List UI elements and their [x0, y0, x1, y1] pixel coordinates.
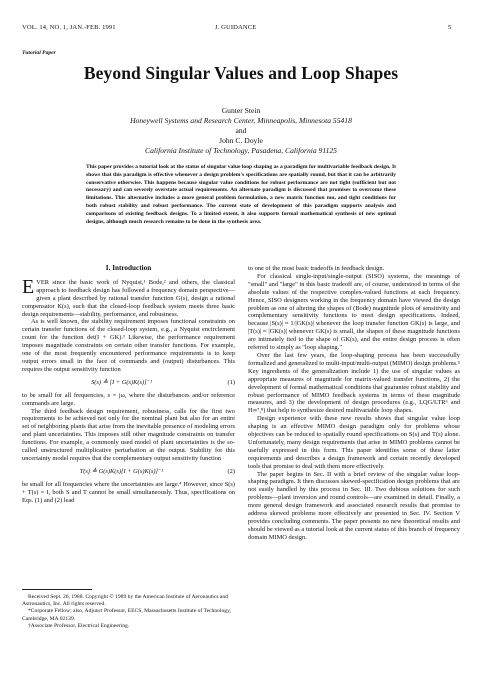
- left-column: [22, 265, 235, 504]
- header-volume: VOL. 14, NO. 1, JAN.-FEB. 1991: [22, 24, 116, 31]
- paragraph-8: Over the last few years, the loop-shaping process has been successfully formalized and generalized to multi-input/multi-output (MIMO) design problems.⁵ Key ingredients of the generalization include 1) the use of singular values as appropriate measures of magnitude for matrix-valued transfer functions, 2) the development of formal mathematical conditions that guarantee robust stability and robust performance of MIMO feedback systems in terms of these magnitude measures, and 3) the development of design procedures (e.g., LQG/LTR⁶ and H∞⁷,⁸) that help to synthesize desired multivariable loop shapes.: [248, 351, 460, 415]
- author-2: John C. Doyle: [219, 136, 263, 145]
- footnote-rule: [22, 589, 92, 590]
- footnote-author-2: †Associate Professor, Electrical Engineering.: [28, 622, 130, 629]
- abstract: [86, 164, 396, 226]
- equation-2-body: T(s) ≜ G(s)K(s)[I + G(s)K(s)]⁻¹: [79, 467, 164, 475]
- paragraph-1-text: VER since the basic work of Nyquist,¹ Bode,² and others, the classical approach to feedback design has followed a frequency domain perspective—given a plant described by rational transfer function G(s), design a rational compensator K(s), such that the closed-loop feedback system meets three basic design requirements—stability, performance, and robustness.: [22, 278, 235, 318]
- article-type: Tutorial Paper: [22, 50, 56, 56]
- footnote-received: Received Sept. 26, 1988. Copyright © 1989 by the American Institute of Aeronautics and Astronautics, Inc. All rights reserved.: [22, 594, 228, 608]
- paragraph-1: [22, 275, 235, 319]
- right-column: [248, 265, 460, 542]
- equation-1-body: S(s) ≜ [I + G(s)K(s)]⁻¹: [91, 378, 152, 386]
- paragraph-2: As is well known, the stability requirement imposes functional constraints on certain transfer functions of the closed-loop system, e.g., a Nyquist encirclement count for the function det(I + GK).³ Likewise, the performance requirement imposes magnitude constraints on certain other transfer functions. For example, one of the most frequently encountered performance requirements is to keep output errors small in the face of commands and (output) disturbances. This requires the output sensitivity function: [22, 318, 235, 373]
- header-page-number: 5: [448, 24, 452, 31]
- affiliation-2: California Institute of Technology, Pasadena, California 91125: [145, 146, 337, 155]
- author-and: and: [235, 126, 247, 135]
- paragraph-3: to be small for all frequencies, s = jω, where the disturbances and/or reference commands are large.: [22, 391, 235, 407]
- footnotes: [22, 594, 232, 630]
- header-journal: J. GUIDANCE: [215, 24, 257, 31]
- equation-1-number: (1): [227, 378, 235, 386]
- author-1: Gunter Stein: [221, 106, 261, 115]
- section-heading: I. Introduction: [105, 264, 152, 272]
- equation-2: [22, 468, 235, 476]
- paper-title: Beyond Singular Values and Loop Shapes: [83, 63, 399, 83]
- paragraph-10: The paper begins in Sec. II with a brief review of the singular value loop-shaping paradigm. It then discusses skewed-specification design problems that are not easily handled by this process in Sec. III. Two dubious solutions for such problems—plant inversion and round controls—are examined in detail. Finally, a more general design framework and associated research results that promise to address skewed problems more effectively are presented in Sec. IV. Section V provides concluding comments. The paper presents no new theoretical results and should be viewed as a tutorial look at the current status of this branch of frequency domain MIMO design.: [248, 470, 460, 541]
- paragraph-5: be small for all frequencies where the uncertainties are large.⁴ However, since S(s) + T(s) = I, both S and T cannot be small simultaneously. Thus, specifications on Eqs. (1) and (2) lead: [22, 480, 235, 504]
- paragraph-7: For classical single-input/single-output (SISO) systems, the meanings of "small" and "large" in this basic tradeoff are, of course, understood in terms of the absolute values of the respective complex-valued functions at each frequency. Hence, SISO designers working in the frequency domain have viewed the design problem as one of altering the shapes of (Bode) magnitude plots of sensitivity and complementary sensitivity functions to meet design specifications. Indeed, because |S(s)| ≈ 1/|GK(s)| whenever the loop transfer function GK(s) is large, and |T(s)| ≈ |GK(s)| whenever GK(s) is small, the shapes of these magnitude functions are intimately tied to the shape of GK(s), and the entire design process is often referred to simply as "loop shaping.": [248, 272, 460, 352]
- paragraph-4: The third feedback design requirement, robustness, calls for the first two requirements to be achieved not only for the nominal plant but also for an entire set of neighboring plants that arise from the inevitable presence of modeling errors and plant uncertainties. This imposes still other magnitude constraints on transfer functions. For example, a commonly used model of plant uncertainties is the so-called unstructured multiplicative perturbation at the output. Stability for this uncertainty model requires that the complementary output sensitivity function: [22, 407, 235, 462]
- paragraph-6: to one of the most basic tradeoffs in feedback design.: [248, 265, 385, 272]
- equation-1: [22, 379, 235, 387]
- paragraph-9: Design experience with these new results shows that singular value loop shaping is an effective MIMO design paradigm only for problems whose objectives can be reduced to spatially round specifications on S(s) and T(s) alone. Unfortunately, many design requirements that arise in MIMO problems cannot be usefully expressed in this form. This paper identifies some of these latter requirements and describes a design framework and certain recently developed tools that promise to deal with them more effectively.: [248, 415, 460, 470]
- abstract-text: This paper provides a tutorial look at the status of singular value loop shaping as a paradigm for multivariable feedback design. It shows that this paradigm is effective whenever a design problem's specifications are spatially round, but that it can be arbitrarily conservative otherwise. This happens because singular value conditions for robust performance are not tight (sufficient but not necessary) and can severely overstate actual requirements. An alternate paradigm is discussed that promises to overcome these limitations. This alternative includes a more general problem formulation, a new matrix function mu, and tight conditions for both robust stability and robust performance. The current state of development of this paradigm supports analysis and comparisons of existing feedback designs. To a limited extent, it also supports formal mathematical synthesis of new optimal designs, although much research remains to be done in the synthesis area.: [86, 164, 396, 225]
- affiliation-1: Honeywell Systems and Research Center, Minneapolis, Minnesota 55418: [130, 116, 352, 125]
- drop-cap: E: [22, 275, 35, 298]
- footnote-author-1: *Corporate Fellow; also, Adjunct Professor, EECS, Massachusetts Institute of Technology, Cambridge, MA 02139.: [22, 608, 231, 622]
- equation-2-number: (2): [227, 467, 235, 475]
